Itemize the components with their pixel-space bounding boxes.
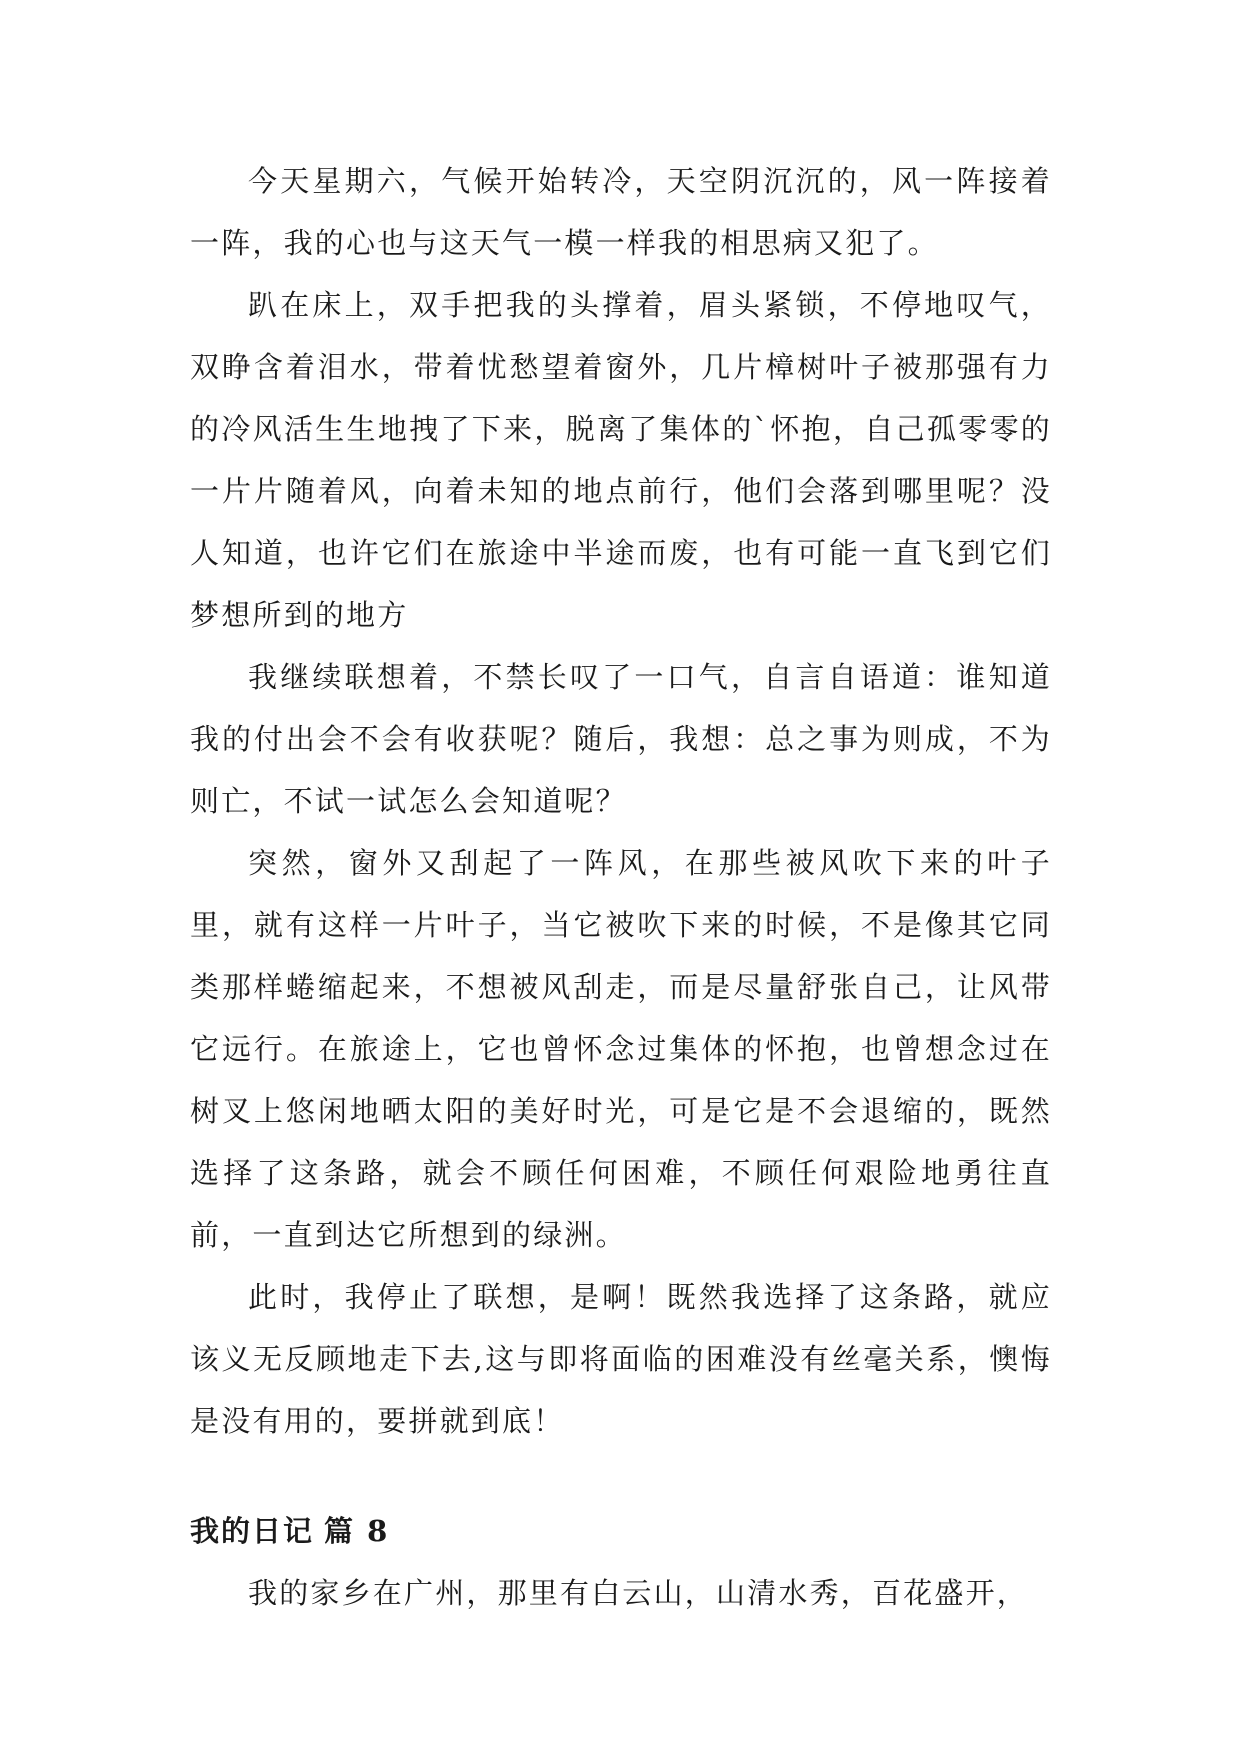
section-title-text: 我的日记	[190, 1514, 315, 1548]
section-number: 篇 8	[324, 1514, 390, 1548]
document-page	[190, 150, 1052, 1624]
section-heading	[190, 1500, 1052, 1562]
paragraph-4: 突然，窗外又刮起了一阵风，在那些被风吹下来的叶子里，就有这样一片叶子，当它被吹下来的时候，不是像其它同类那样蜷缩起来，不想被风刮走，而是尽量舒张自己，让风带它远行。在旅途上，它也曾怀念过集体的怀抱，也曾想念过在树叉上悠闲地晒太阳的美好时光，可是它是不会退缩的，既然选择了这条路，就会不顾任何困难，不顾任何艰险地勇往直前，一直到达它所想到的绿洲。	[190, 846, 1052, 1252]
paragraph-5: 此时，我停止了联想，是啊！既然我选择了这条路，就应该义无反顾地走下去,这与即将面临的困难没有丝毫关系，懊悔是没有用的，要拼就到底！	[190, 1280, 1052, 1438]
section-paragraph-1: 我的家乡在广州，那里有白云山，山清水秀，百花盛开，	[248, 1576, 1029, 1610]
paragraph-1: 今天星期六，气候开始转冷，天空阴沉沉的，风一阵接着一阵，我的心也与这天气一模一样我的相思病又犯了。	[190, 164, 1052, 260]
paragraph-2: 趴在床上，双手把我的头撑着，眉头紧锁，不停地叹气，双睁含着泪水，带着忧愁望着窗外，几片樟树叶子被那强有力的冷风活生生地拽了下来，脱离了集体的`怀抱，自己孤零零的一片片随着风，向着未知的地点前行，他们会落到哪里呢？没人知道，也许它们在旅途中半途而废，也有可能一直飞到它们梦想所到的地方	[190, 288, 1052, 632]
paragraph-3: 我继续联想着，不禁长叹了一口气，自言自语道：谁知道我的付出会不会有收获呢？随后，我想：总之事为则成，不为则亡，不试一试怎么会知道呢？	[190, 660, 1052, 818]
